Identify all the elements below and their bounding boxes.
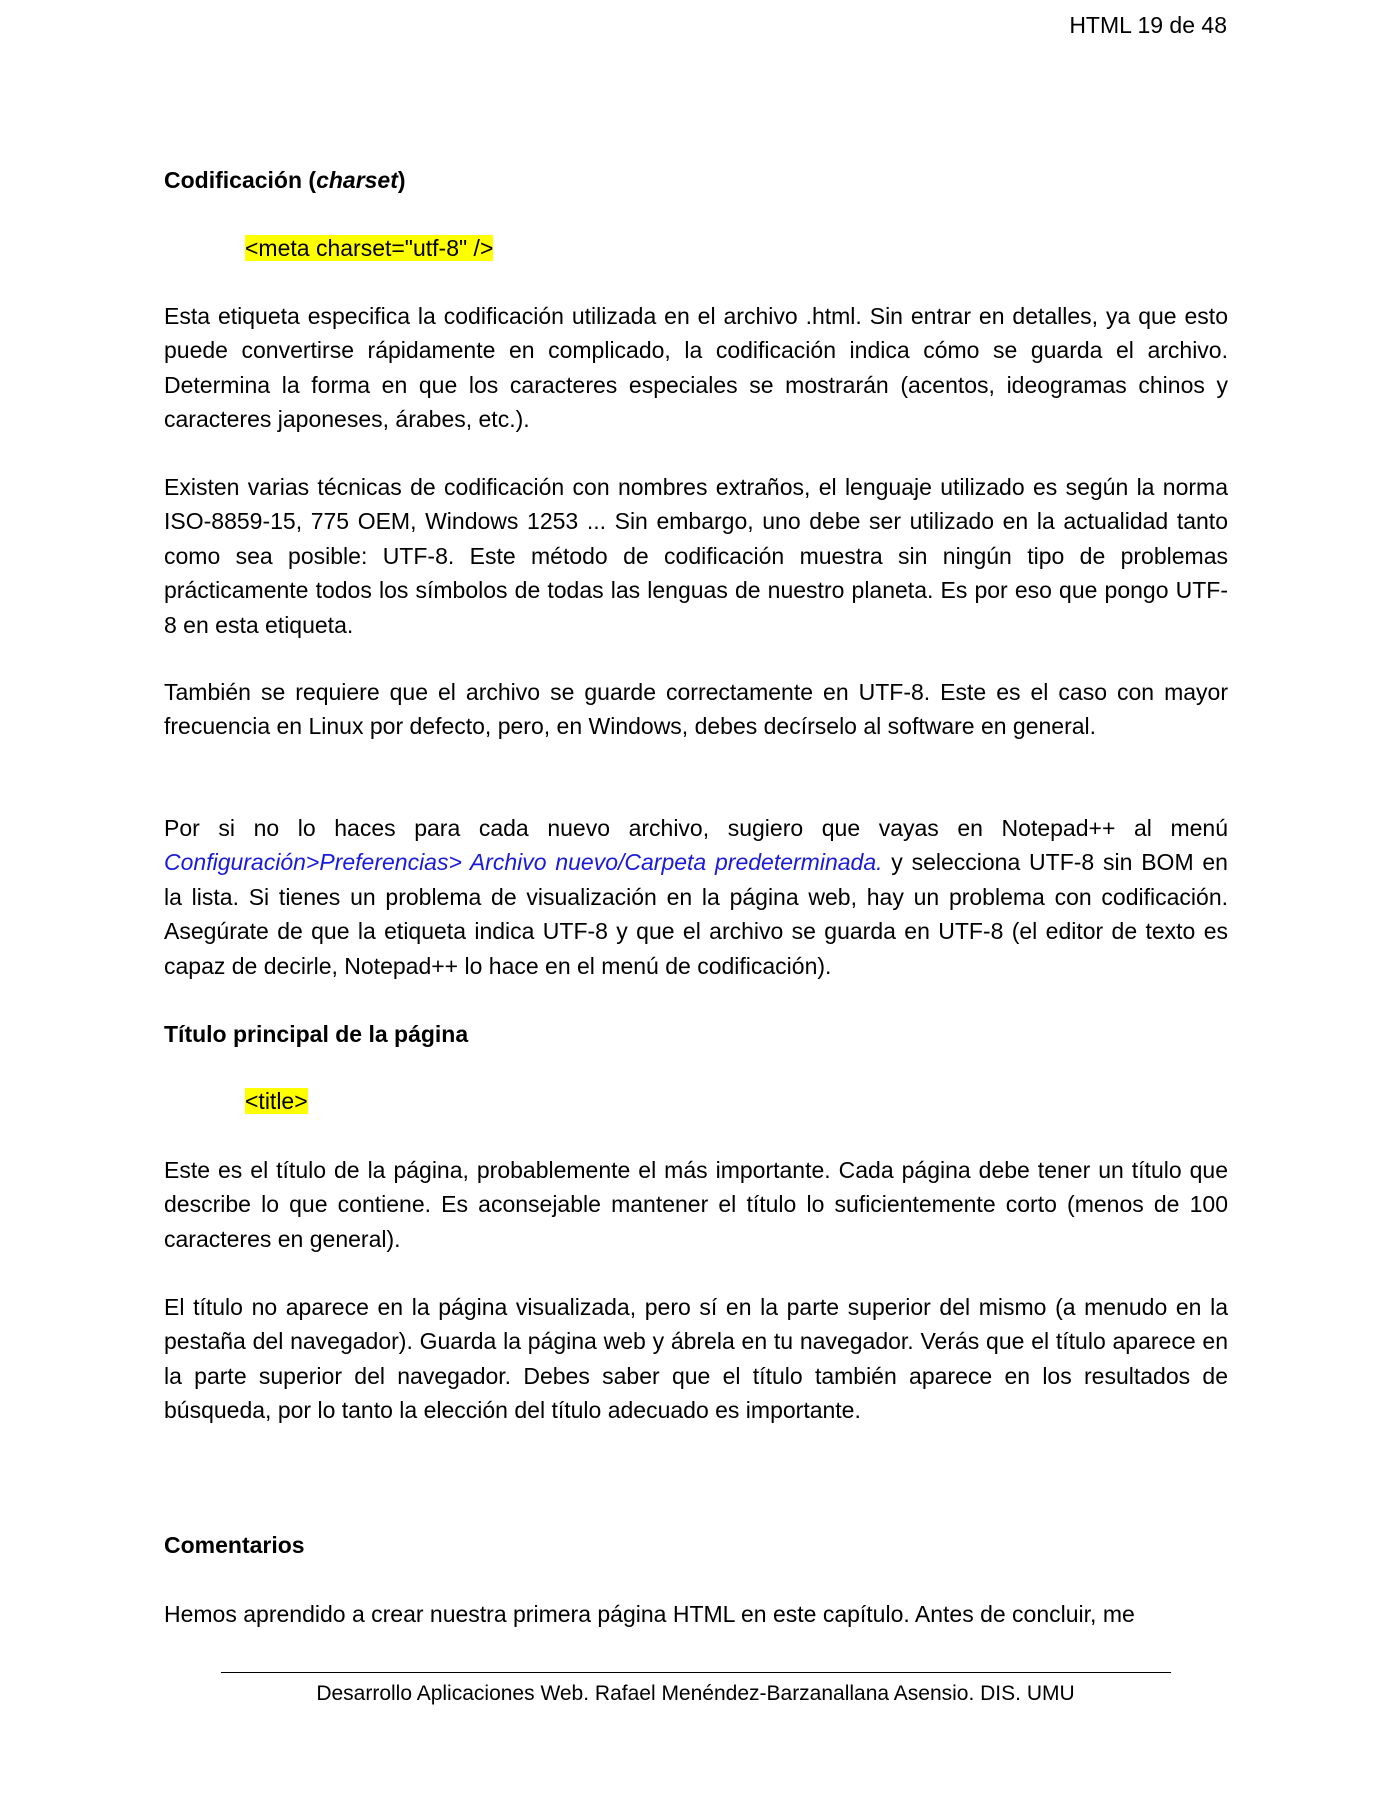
page-number: HTML 19 de 48: [1069, 12, 1227, 38]
section-heading-comments: Comentarios: [164, 1532, 305, 1558]
footer-divider: [221, 1672, 1171, 1673]
paragraph: También se requiere que el archivo se guarde correctamente en UTF-8. Este es el caso con mayor frecuencia en Linux por defecto, pero, en Windows, debes decírselo al software en general.: [164, 679, 1228, 740]
paragraph: Esta etiqueta especifica la codificación utilizada en el archivo .html. Sin entrar en detalles, ya que esto puede convertirse rápidamente en complicado, la codificación indica cómo se guarda el archivo. Determina la forma en que los caracteres especiales se mostrarán (acentos, ideogramas chinos y caracteres japoneses, árabes, etc.).: [164, 303, 1228, 433]
section-heading-title: Título principal de la página: [164, 1021, 469, 1047]
code-title: <title>: [245, 1088, 308, 1114]
paragraph: El título no aparece en la página visualizada, pero sí en la parte superior del mismo (a menudo en la pestaña del navegador). Guarda la página web y ábrela en tu navegador. Verás que el título aparece en la parte superior del navegador. Debes saber que el título también aparece en los resultados de búsqueda, por lo tanto la elección del título adecuado es importante.: [164, 1294, 1228, 1424]
paragraph: Este es el título de la página, probablemente el más importante. Cada página debe tener un título que describe lo que contiene. Es aconsejable mantener el título lo suficientemente corto (menos de 100 caracteres en general).: [164, 1157, 1228, 1252]
paragraph: Hemos aprendido a crear nuestra primera página HTML en este capítulo. Antes de concluir, me: [164, 1601, 1135, 1627]
menu-path-link[interactable]: Configuración>Preferencias> Archivo nuevo/Carpeta predeterminada.: [164, 849, 883, 876]
code-meta-charset: <meta charset="utf-8" />: [245, 235, 494, 261]
paragraph: Por si no lo haces para cada nuevo archivo, sugiero que vayas en Notepad++ al menú Configuración>Preferencias> Archivo nuevo/Carpeta predeterminada. y selecciona UTF-8 sin BOM en la lista. Si tienes un problema de visualización en la página web, hay un problema con codificación. Asegúrate de que la etiqueta indica UTF-8 y que el archivo se guarda en UTF-8 (el editor de texto es capaz de decirle, Notepad++ lo hace en el menú de codificación).: [164, 815, 1228, 979]
section-heading-charset: Codificación (charset): [164, 167, 406, 193]
footer-text: Desarrollo Aplicaciones Web. Rafael Menéndez-Barzanallana Asensio. DIS. UMU: [316, 1682, 1075, 1705]
paragraph: Existen varias técnicas de codificación con nombres extraños, el lenguaje utilizado es según la norma ISO-8859-15, 775 OEM, Windows 1253 ... Sin embargo, uno debe ser utilizado en la actualidad tanto como sea posible: UTF-8. Este método de codificación muestra sin ningún tipo de problemas prácticamente todos los símbolos de todas las lenguas de nuestro planeta. Es por eso que pongo UTF-8 en esta etiqueta.: [164, 474, 1228, 638]
